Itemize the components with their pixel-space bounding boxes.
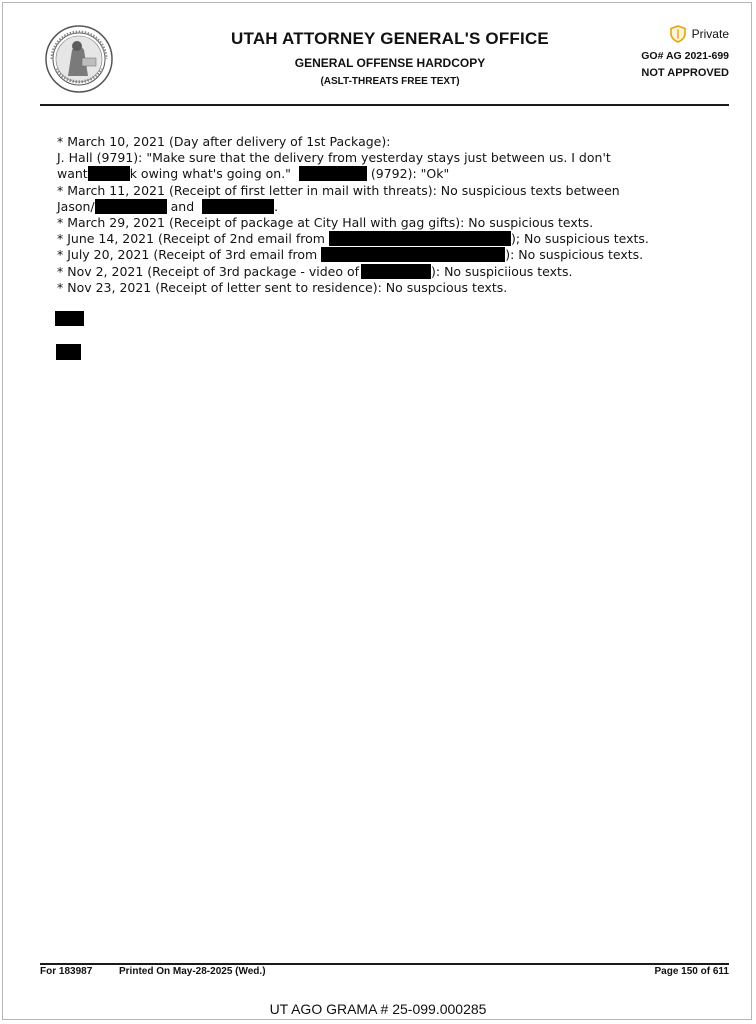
narrative-text: and bbox=[170, 198, 195, 214]
redaction-block bbox=[321, 247, 505, 262]
narrative-line bbox=[57, 166, 717, 182]
narrative-text: . bbox=[274, 198, 279, 214]
header-divider bbox=[40, 104, 729, 106]
footer-printed-date: Printed On May-28-2025 (Wed.) bbox=[119, 966, 266, 977]
redaction-block bbox=[88, 166, 130, 181]
privacy-indicator bbox=[670, 25, 729, 43]
privacy-label: Private bbox=[691, 27, 729, 41]
narrative-text: (9792): "Ok" bbox=[370, 166, 450, 182]
report-name: GENERAL OFFENSE HARDCOPY bbox=[294, 56, 486, 70]
narrative-text: * Nov 2, 2021 (Receipt of 3rd package - video of bbox=[57, 263, 360, 279]
office-name: UTAH ATTORNEY GENERAL'S OFFICE bbox=[231, 29, 549, 48]
narrative-line: J. Hall (9791): "Make sure that the delivery from yesterday stays just between us. I don't bbox=[57, 150, 611, 166]
narrative-line bbox=[57, 264, 717, 280]
narrative-line: * Nov 23, 2021 (Receipt of letter sent to residence): No suspcious texts. bbox=[57, 279, 508, 295]
redaction-block bbox=[56, 344, 81, 360]
grama-reference: UT AGO GRAMA # 25-099.000285 bbox=[269, 1001, 487, 1017]
state-seal-icon bbox=[44, 24, 114, 94]
narrative-text: k owing what's going on." bbox=[129, 166, 291, 182]
narrative-line: * March 11, 2021 (Receipt of first letter in mail with threats): No suspicious texts between bbox=[57, 182, 620, 198]
shield-icon bbox=[670, 25, 686, 43]
go-number: GO# AG 2021-699 bbox=[641, 50, 729, 62]
narrative-text: * June 14, 2021 (Receipt of 2nd email from bbox=[57, 231, 325, 247]
redaction-block bbox=[55, 311, 84, 326]
narrative-text: * July 20, 2021 (Receipt of 3rd email from bbox=[57, 247, 318, 263]
footer-for-label: For 183987 bbox=[40, 966, 93, 977]
narrative-line: * March 10, 2021 (Day after delivery of 1st Package): bbox=[57, 134, 391, 149]
redaction-block bbox=[329, 231, 511, 246]
redaction-block bbox=[361, 264, 431, 279]
narrative-line bbox=[57, 231, 717, 247]
narrative-text: ); No suspicious texts. bbox=[510, 231, 649, 247]
report-type: (ASLT-THREATS FREE TEXT) bbox=[320, 76, 460, 87]
footer-page-number: Page 150 of 611 bbox=[654, 966, 729, 977]
redaction-block bbox=[95, 199, 167, 214]
narrative-body bbox=[57, 134, 717, 296]
narrative-text: ): No suspicious texts. bbox=[505, 247, 644, 263]
narrative-text: ): No suspiciious texts. bbox=[431, 263, 573, 279]
narrative-line: * March 29, 2021 (Receipt of package at City Hall with gag gifts): No suspicious texts. bbox=[57, 215, 594, 231]
approval-status: NOT APPROVED bbox=[641, 67, 729, 79]
footer-divider bbox=[40, 963, 729, 965]
redaction-block bbox=[299, 166, 367, 181]
redaction-block bbox=[202, 199, 274, 214]
narrative-text: want bbox=[57, 166, 88, 182]
narrative-line bbox=[57, 247, 717, 263]
narrative-line bbox=[57, 199, 717, 215]
narrative-text: Jason/ bbox=[57, 198, 95, 214]
